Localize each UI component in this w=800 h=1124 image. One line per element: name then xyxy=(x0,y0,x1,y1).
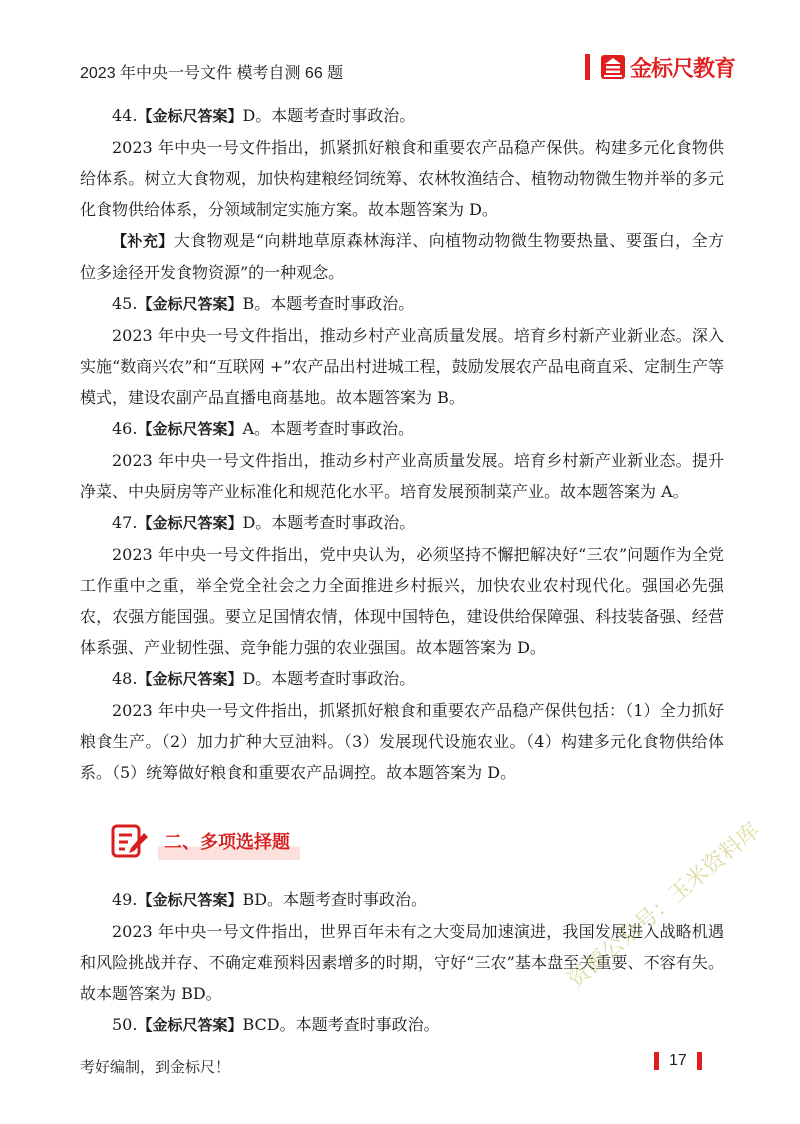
section-title: 二、多项选择题 xyxy=(158,824,300,860)
brand-logo xyxy=(585,52,735,82)
answer-item-50 xyxy=(80,1009,724,1041)
header-title: 2023 年中央一号文件 模考自测 66 题 xyxy=(80,65,344,82)
answer-paragraph: 2023 年中央一号文件指出，抓紧抓好粮食和重要农产品稳产保供包括：（1）全力抓好粮食生产。（2）加力扩种大豆油料。（3）发展现代设施农业。（4）构建多元化食物供给体系。（5）统筹做好粮食和重要农产品调控。故本题答案为 D。 xyxy=(80,701,724,782)
answer-heading: 47.【金标尺答案】D。本题考查时事政治。 xyxy=(112,513,416,532)
answer-item-46 xyxy=(80,413,724,507)
answer-heading: 45.【金标尺答案】B。本题考查时事政治。 xyxy=(112,294,415,313)
logo-text: 金标尺教育 xyxy=(630,56,736,82)
supplement-paragraph: 【补充】大食物观是“向耕地草原森林海洋、向植物动物微生物要热量、要蛋白，全方位多途径开发食物资源”的一种观念。 xyxy=(80,231,724,282)
page-number-text: 17 xyxy=(669,1052,687,1069)
answer-tag: 【金标尺答案】 xyxy=(137,514,243,532)
answer-tag: 【金标尺答案】 xyxy=(137,1016,243,1034)
answer-tag: 【金标尺答案】 xyxy=(137,107,243,125)
footer-slogan: 考好编制，到金标尺！ xyxy=(80,1059,231,1076)
answer-tag: 【金标尺答案】 xyxy=(137,891,243,909)
answer-paragraph: 2023 年中央一号文件指出，推动乡村产业高质量发展。培育乡村新产业新业态。深入实施“数商兴农”和“互联网 +”农产品出村进城工程，鼓励发展农产品电商直采、定制生产等模式，建设农副产品直播电商基地。故本题答案为 B。 xyxy=(80,326,724,407)
logo-accent-bar xyxy=(585,54,590,80)
answer-tag: 【金标尺答案】 xyxy=(137,670,243,688)
logo-mark-icon xyxy=(600,54,626,80)
answer-content xyxy=(80,100,724,1041)
section-heading-multiple-choice xyxy=(80,820,724,864)
answer-heading: 48.【金标尺答案】D。本题考查时事政治。 xyxy=(112,669,416,688)
answer-paragraph: 2023 年中央一号文件指出，抓紧抓好粮食和重要农产品稳产保供。构建多元化食物供给体系。树立大食物观，加快构建粮经饲统筹、农林牧渔结合、植物动物微生物并举的多元化食物供给体系，分领域制定实施方案。故本题答案为 D。 xyxy=(80,138,724,219)
answer-item-44 xyxy=(80,100,724,288)
watermark-text: 资源公众号：玉米资料库 xyxy=(563,818,765,993)
page-number-bar-right xyxy=(697,1052,702,1070)
answer-tag: 【金标尺答案】 xyxy=(137,295,243,313)
answer-paragraph: 2023 年中央一号文件指出，世界百年未有之大变局加速演进，我国发展进入战略机遇和风险挑战并存、不确定难预料因素增多的时期，守好“三农”基本盘至关重要、不容有失。故本题答案为 BD。 xyxy=(80,922,724,1003)
answer-item-47 xyxy=(80,507,724,663)
page-number xyxy=(654,1052,702,1070)
answer-tag: 【金标尺答案】 xyxy=(137,420,243,438)
answer-paragraph: 2023 年中央一号文件指出，推动乡村产业高质量发展。培育乡村新产业新业态。提升净菜、中央厨房等产业标准化和规范化水平。培育发展预制菜产业。故本题答案为 A。 xyxy=(80,451,724,501)
answer-item-48 xyxy=(80,663,724,788)
edit-note-icon xyxy=(110,823,150,861)
answer-heading: 46.【金标尺答案】A。本题考查时事政治。 xyxy=(112,419,415,438)
answer-heading: 50.【金标尺答案】BCD。本题考查时事政治。 xyxy=(112,1015,440,1034)
answer-heading: 49.【金标尺答案】BD。本题考查时事政治。 xyxy=(112,890,428,909)
supplement-tag: 【补充】 xyxy=(112,232,174,250)
answer-paragraph: 2023 年中央一号文件指出，党中央认为，必须坚持不懈把解决好“三农”问题作为全党工作重中之重，举全党全社会之力全面推进乡村振兴，加快农业农村现代化。强国必先强农，农强方能国强。要立足国情农情，体现中国特色，建设供给保障强、科技装备强、经营体系强、产业韧性强、竞争能力强的农业强国。故本题答案为 D。 xyxy=(80,545,724,657)
answer-heading: 44.【金标尺答案】D。本题考查时事政治。 xyxy=(112,106,416,125)
answer-item-45 xyxy=(80,288,724,413)
page-number-bar-left xyxy=(654,1052,659,1070)
